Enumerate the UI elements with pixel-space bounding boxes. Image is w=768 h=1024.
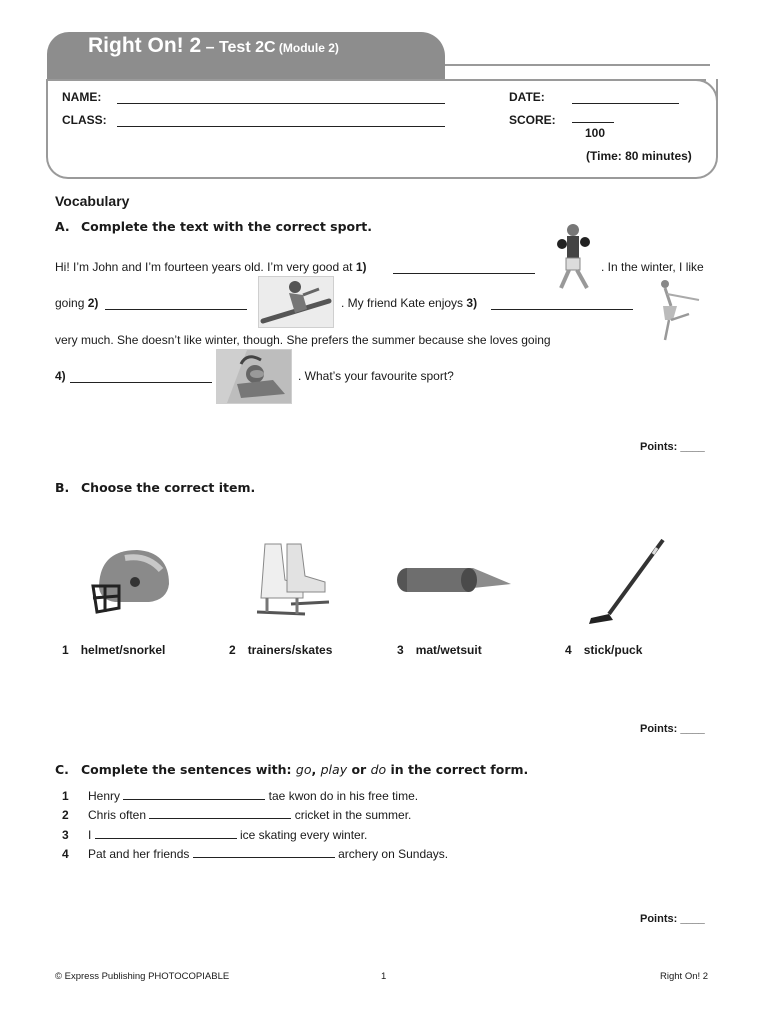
sentence-2-after: cricket in the summer.: [291, 808, 412, 822]
task-c-points: Points: ____: [640, 913, 705, 925]
sentence-4: [62, 847, 448, 861]
item-2-label: [229, 643, 332, 657]
snowboarder-picture: [258, 276, 334, 328]
class-label: CLASS:: [62, 113, 107, 127]
task-b-heading: [55, 480, 255, 495]
sentence-4-before: Pat and her friends: [88, 847, 193, 861]
item-3-number: 3: [397, 643, 404, 657]
sentence-1-number: 1: [62, 789, 69, 803]
sentence-4-after: archery on Sundays.: [334, 847, 449, 861]
sentence-2-number: 2: [62, 808, 69, 822]
sentence-2: [62, 808, 411, 822]
ice-skates-picture: [243, 540, 333, 624]
title-main: Right On! 2: [88, 34, 202, 57]
item-2-number: 2: [229, 643, 236, 657]
task-a-text-1a: Hi! I’m John and I’m fourteen years old. I’m very good at: [55, 260, 356, 274]
sentence-3-after: ice skating every winter.: [236, 828, 368, 842]
class-field[interactable]: [117, 126, 445, 127]
item-1-label: [62, 643, 165, 657]
sentence-3: [62, 828, 367, 842]
task-a-text-1b: . In the winter, I like: [601, 260, 704, 274]
gap-number-1: 1): [355, 260, 367, 274]
sentence-1-after: tae kwon do in his free time.: [265, 789, 419, 803]
footer-book-title: Right On! 2: [660, 971, 709, 982]
sentence-1-before: Henry: [88, 789, 124, 803]
score-label: SCORE:: [509, 113, 556, 127]
gap-3-field[interactable]: [491, 309, 633, 310]
sentence-3-before: I: [88, 828, 95, 842]
item-1-options: helmet/snorkel: [80, 643, 166, 657]
helmet-picture: [85, 540, 175, 620]
item-4-number: 4: [565, 643, 572, 657]
sentence-2-before: Chris often: [88, 808, 150, 822]
item-4-label: [565, 643, 642, 657]
time-limit: (Time: 80 minutes): [586, 149, 692, 163]
gap-number-4: 4): [55, 369, 66, 383]
verb-go: go: [295, 762, 312, 777]
item-4-options: stick/puck: [583, 643, 643, 657]
task-c-instruction-a: Complete the sentences with:: [81, 762, 296, 777]
task-a-line-4: [55, 369, 66, 383]
task-a-text-2a: going: [55, 296, 88, 310]
task-a-letter: A.: [55, 219, 70, 234]
sentence-3-gap[interactable]: [95, 828, 237, 839]
page-title: [88, 34, 339, 58]
gap-4-field[interactable]: [70, 382, 212, 383]
name-field[interactable]: [117, 103, 445, 104]
gap-number-2: 2): [87, 296, 99, 310]
item-3-label: [397, 643, 482, 657]
task-c-comma: ,: [311, 762, 317, 777]
exercise-mat-picture: [393, 562, 513, 598]
task-b-letter: B.: [55, 480, 70, 495]
sentence-3-number: 3: [62, 828, 69, 842]
gap-1-field[interactable]: [393, 273, 535, 274]
task-a-text-2b: . My friend Kate enjoys: [341, 296, 467, 310]
info-box-top-border: [46, 79, 706, 81]
item-2-options: trainers/skates: [247, 643, 333, 657]
task-a-instruction: Complete the text with the correct sport.: [81, 219, 373, 234]
sentence-4-gap[interactable]: [193, 847, 335, 858]
diver-picture: [216, 349, 292, 404]
name-label: NAME:: [62, 90, 102, 104]
student-info-box: [46, 79, 718, 179]
sentence-2-gap[interactable]: [149, 808, 291, 819]
task-a-text-4b: . What’s your favourite sport?: [298, 369, 454, 383]
title-test: – Test 2C: [201, 39, 276, 56]
sentence-1-gap[interactable]: [123, 789, 265, 800]
date-field[interactable]: [572, 103, 679, 104]
task-a-line-3: very much. She doesn’t like winter, though. She prefers the summer because she loves going: [55, 333, 551, 347]
verb-play: play: [320, 762, 348, 777]
date-label: DATE:: [509, 90, 545, 104]
section-heading-vocabulary: Vocabulary: [55, 193, 130, 209]
sentence-1: [62, 789, 418, 803]
task-c-letter: C.: [55, 762, 69, 777]
ice-skater-picture: [651, 278, 703, 344]
task-c-heading: [55, 762, 528, 777]
task-b-points: Points: ____: [640, 723, 705, 735]
footer-copyright: © Express Publishing PHOTOCOPIABLE: [55, 971, 230, 982]
task-a-points: Points: ____: [640, 441, 705, 453]
sentence-4-number: 4: [62, 847, 69, 861]
verb-do: do: [370, 762, 387, 777]
boxer-picture: [553, 222, 597, 290]
task-a-line-1: [55, 260, 366, 274]
score-total: 100: [585, 126, 606, 140]
task-a-line-2b: [341, 296, 477, 310]
hockey-stick-picture: [587, 538, 667, 626]
title-module: (Module 2): [278, 41, 339, 55]
footer-page-number: 1: [381, 971, 387, 982]
task-c-or: or: [347, 762, 371, 777]
gap-number-3: 3): [466, 296, 478, 310]
score-field[interactable]: [572, 122, 614, 123]
gap-2-field[interactable]: [105, 309, 247, 310]
task-a-line-2: [55, 296, 98, 310]
task-a-heading: [55, 219, 372, 234]
item-3-options: mat/wetsuit: [415, 643, 482, 657]
title-rule: [445, 64, 710, 66]
task-b-instruction: Choose the correct item.: [81, 480, 256, 495]
task-c-instruction-b: in the correct form.: [386, 762, 529, 777]
item-1-number: 1: [62, 643, 69, 657]
